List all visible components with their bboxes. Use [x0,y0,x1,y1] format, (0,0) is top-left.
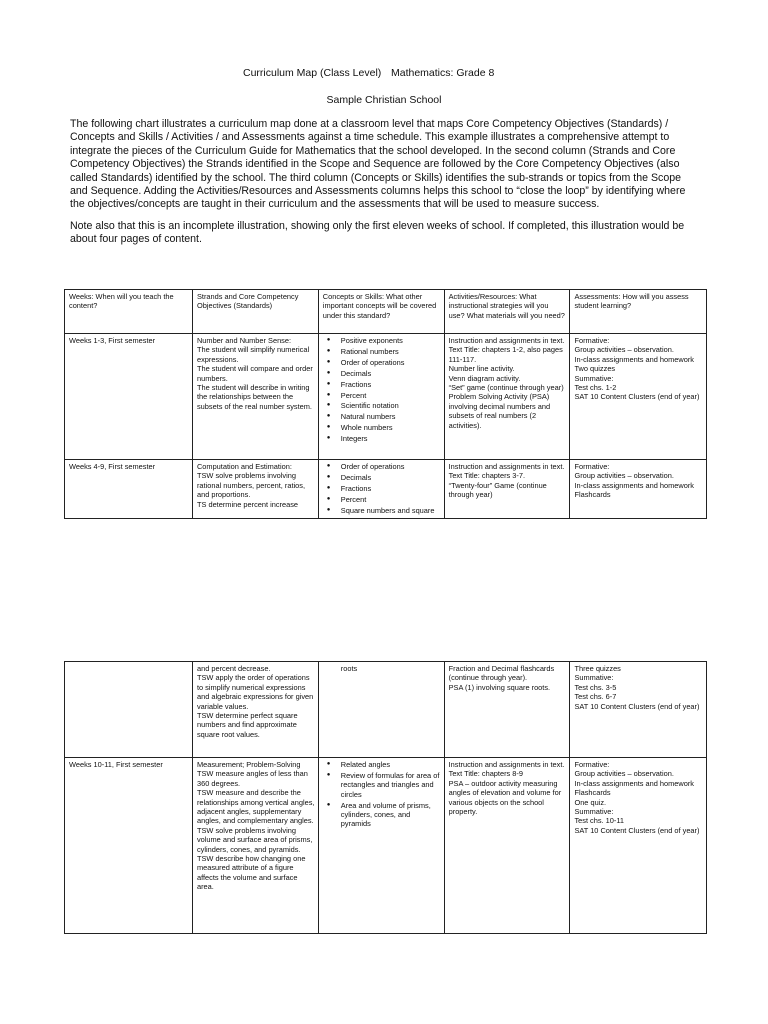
concept-item: ● Fractions [341,484,441,493]
cell-line: Flashcards [574,490,611,500]
cell-line: TSW measure and describe the relationships among vertical angles, adjacent angles, supplementary angles, and complementary angles. [196,788,315,826]
cell-line: “Twenty-four” Game (continue through year) [448,480,547,500]
cell-line: Venn diagram activity. [448,373,521,383]
strands-cell [192,334,318,460]
cell-line: The student will compare and order numbers. [196,364,313,383]
cell-line: “Set” game (continue through year) [448,383,564,393]
cell-line: SAT 10 Content Clusters (end of year) [574,825,700,835]
header-assessments: Assessments: How will you assess student learning? [570,290,707,334]
title-line [243,67,494,79]
cell-line: In-class assignments and homework [574,354,694,364]
cell-line: Test chs. 3-5 [574,682,617,692]
concept-item: ● Related angles [341,760,441,769]
activities-cell [444,460,570,519]
intro-paragraph-2: Note also that this is an incomplete illustration, showing only the first eleven weeks of school. If completed, this illustration would be about four pages of content. [70,219,685,246]
strands-cell [192,662,318,758]
header-activities: Activities/Resources: What instructional strategies will you use? What materials will you need? [444,290,570,334]
concept-item: ● Order of operations [341,358,441,367]
cell-line: PSA (1) involving square roots. [448,682,551,692]
concepts-continued-text: roots [340,664,358,673]
cell-line: Measurement; Problem-Solving [196,760,301,769]
weeks-cell [65,662,193,758]
cell-line: Group activities – observation. [574,471,674,481]
curriculum-map-table-continued [64,661,707,934]
cell-line: Test chs. 10-11 [574,816,625,826]
cell-line: TSW describe how changing one measured attribute of a figure affects the volume and surface area. [196,854,306,892]
cell-line: The student will simplify numerical expressions. [196,345,310,364]
concepts-cell [318,460,444,519]
cell-line: SAT 10 Content Clusters (end of year) [574,701,700,711]
concept-item: ● Integers [341,434,441,443]
weeks-cell: Weeks 1-3, First semester [65,334,193,460]
concept-item: ● Square numbers and square [341,506,441,515]
cell-line: Three quizzes [574,664,621,673]
cell-line: and percent decrease. [196,664,271,673]
cell-line: Formative: [574,336,610,345]
cell-line: Test chs. 6-7 [574,692,617,702]
concept-item: ● Decimals [341,369,441,378]
cell-line: The student will describe in writing the relationships between the subsets of the real number system. [196,383,312,411]
cell-line: PSA – outdoor activity measuring angles of elevation and volume for various objects on the school property. [448,778,562,817]
activities-cell [444,758,570,934]
cell-line: Formative: [574,462,610,471]
concepts-list [323,462,441,515]
header-strands: Strands and Core Competency Objectives (Standards) [192,290,318,334]
cell-line: Flashcards [574,788,611,798]
cell-line: TSW measure angles of less than 360 degrees. [196,769,308,788]
cell-line: Instruction and assignments in text. [448,462,565,471]
concepts-cell [318,758,444,934]
cell-line: In-class assignments and homework [574,480,694,490]
curriculum-map-table [64,289,707,519]
concepts-cell [318,334,444,460]
header-weeks: Weeks: When will you teach the content? [65,290,193,334]
cell-line: Two quizzes [574,364,616,374]
cell-line: TSW solve problems involving rational numbers, percent, ratios, and proportions. [196,471,306,500]
cell-line: Text Title: chapters 3-7. [448,471,526,481]
strands-cell [192,758,318,934]
header-concepts: Concepts or Skills: What other important concepts will be covered under this standard? [318,290,444,334]
cell-line: TSW apply the order of operations to simplify numerical expressions and algebraic expressions for given variable values. [196,673,314,711]
concept-item: ● Natural numbers [341,412,441,421]
cell-line: Computation and Estimation: [196,462,292,471]
document-title: Curriculum Map (Class Level) [243,67,382,79]
strands-cell [192,460,318,519]
cell-line: One quiz. [574,797,607,807]
cell-line: Group activities – observation. [574,769,674,779]
intro-text [70,118,700,255]
concepts-cell [318,662,444,758]
cell-line: Test chs. 1-2 [574,383,617,393]
cell-line: TSW solve problems involving volume and surface area of prisms, cylinders, cones, and pyramids. [196,825,313,854]
concept-item: ● Scientific notation [341,401,441,410]
cell-line: Number and Number Sense: [196,336,292,345]
cell-line: Instruction and assignments in text. [448,760,565,769]
activities-cell [444,334,570,460]
concept-item: ● Positive exponents [341,336,441,345]
concept-item: ● Percent [341,495,441,504]
cell-line: Problem Solving Activity (PSA) involving decimal numbers and subsets of real numbers (2 activities). [448,392,551,430]
assessments-cell [570,662,707,758]
concept-item: ● Order of operations [341,462,441,471]
activities-cell [444,662,570,758]
table-row [65,662,707,758]
concept-item: ● Percent [341,391,441,400]
concepts-list [323,336,441,444]
cell-line: Number line activity. [448,364,515,374]
concept-item: ● Whole numbers [341,423,441,432]
table-row [65,460,707,519]
assessments-cell [570,334,707,460]
table-row [65,334,707,460]
subject-title: Mathematics: Grade 8 [391,67,495,79]
cell-line: Summative: [574,373,614,383]
weeks-cell: Weeks 4-9, First semester [65,460,193,519]
cell-line: Fraction and Decimal flashcards (continue through year). [448,664,555,683]
assessments-cell [570,460,707,519]
table-header-row [65,290,707,334]
concept-item: ● Decimals [341,473,441,482]
cell-line: Text Title: chapters 1-2, also pages 111-117. [448,345,563,364]
cell-line: Instruction and assignments in text. [448,336,565,345]
cell-line: TSW determine perfect square numbers and find approximate square root values. [196,711,298,739]
cell-line: Summative: [574,807,614,817]
cell-line: SAT 10 Content Clusters (end of year) [574,392,700,402]
concept-item: ● Review of formulas for area of rectangles and triangles and circles [341,771,441,799]
cell-line: Summative: [574,673,614,683]
assessments-cell [570,758,707,934]
concept-item: ● Fractions [341,380,441,389]
table-row [65,758,707,934]
cell-line: In-class assignments and homework [574,778,694,788]
concepts-list [323,760,441,829]
cell-line: Text Title: chapters 8-9 [448,769,523,779]
concept-item: ● Rational numbers [341,347,441,356]
cell-line: Group activities – observation. [574,345,674,355]
weeks-cell: Weeks 10-11, First semester [65,758,193,934]
concept-item: ● Area and volume of prisms, cylinders, cones, and pyramids [341,801,441,829]
intro-paragraph-1: The following chart illustrates a curriculum map done at a classroom level that maps Core Competency Objectives (Standards) / Concepts and Skills / Activities / and Assessments against a time schedule. This example illustrates a comprehensive attempt to integrate the pieces of the Curriculum Guide for Mathematics that the school developed. In the second column (Strands and Core Competency Objectives) the Strands identified in the Scope and Sequence are followed by the Core Competency Objectives (also called Standards) identified by the school. The third column (Concepts or Skills) identifies the sub-strands or topics from the Scope and Sequence. Adding the Activities/Resources and Assessments columns helps this school to “close the loop” by identifying where the objectives/concepts are taught in their curriculum and the assessments that will be used to measure success. [70,118,686,211]
school-name: Sample Christian School [326,94,442,106]
cell-line: TS determine percent increase [196,499,299,509]
cell-line: Formative: [574,760,610,769]
